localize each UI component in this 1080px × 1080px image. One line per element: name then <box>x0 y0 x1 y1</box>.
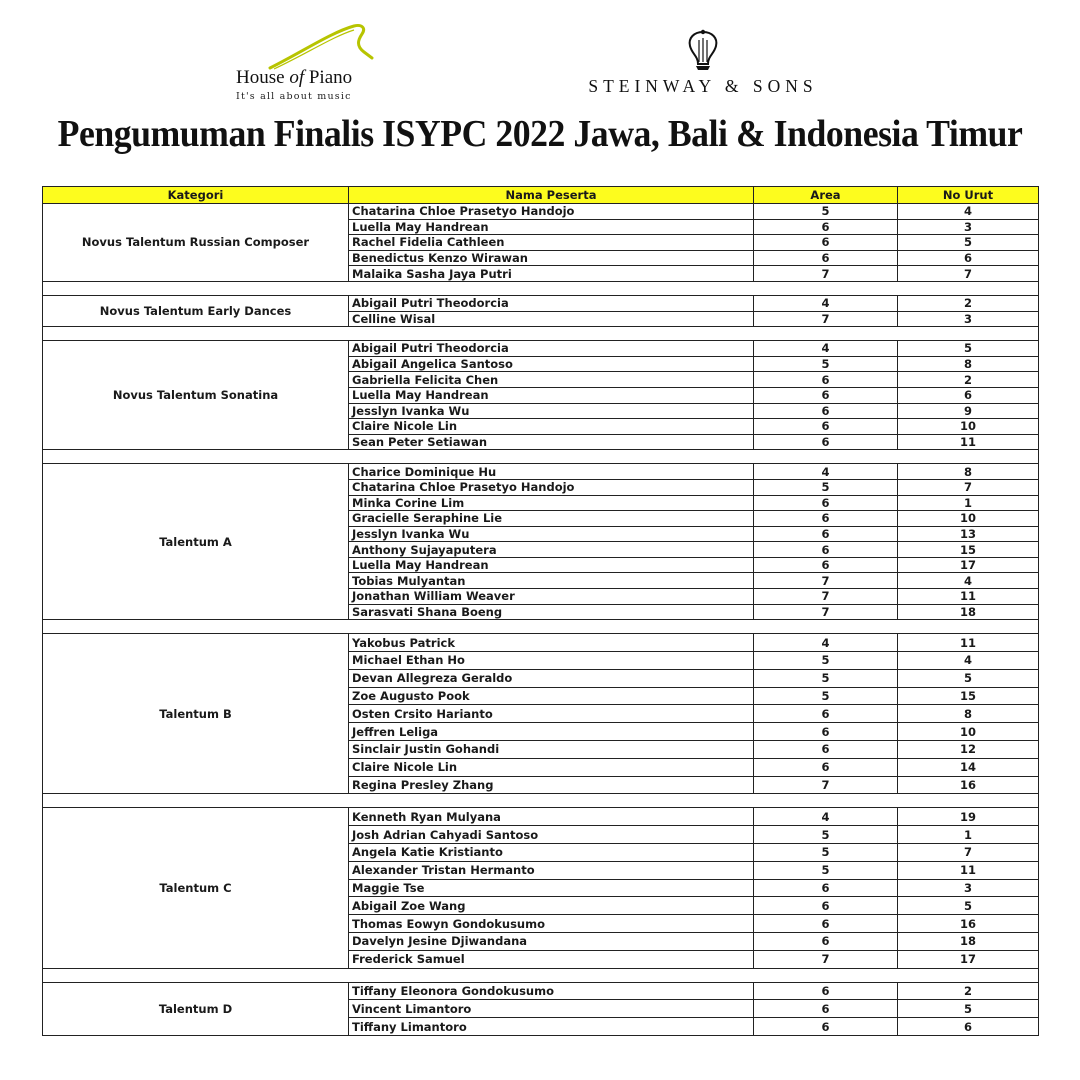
category-group <box>43 982 1039 1035</box>
category-cell: Talentum D <box>43 982 349 1035</box>
participant-name-cell: Jonathan William Weaver <box>349 589 754 605</box>
group-separator <box>43 968 1039 982</box>
no-urut-cell: 8 <box>898 464 1039 480</box>
participant-name-cell: Thomas Eowyn Gondokusumo <box>349 915 754 933</box>
participant-name-cell: Charice Dominique Hu <box>349 464 754 480</box>
participant-name-cell: Anthony Sujayaputera <box>349 542 754 558</box>
participant-name-cell: Michael Ethan Ho <box>349 652 754 670</box>
category-group <box>43 295 1039 326</box>
no-urut-cell: 16 <box>898 776 1039 794</box>
category-cell: Talentum C <box>43 808 349 968</box>
no-urut-cell: 3 <box>898 311 1039 327</box>
participant-name-cell: Chatarina Chloe Prasetyo Handojo <box>349 204 754 220</box>
spacer-cell <box>43 794 1039 808</box>
page-title: Pengumuman Finalis ISYPC 2022 Jawa, Bali & Indonesia Timur <box>57 113 1023 155</box>
participant-name-cell: Malaika Sasha Jaya Putri <box>349 266 754 282</box>
area-cell: 7 <box>754 573 898 589</box>
column-header-no-urut: No Urut <box>898 187 1039 204</box>
participant-name-cell: Yakobus Patrick <box>349 634 754 652</box>
participant-name-cell: Abigail Putri Theodorcia <box>349 295 754 311</box>
area-cell: 6 <box>754 419 898 435</box>
house-of-piano-tagline: It's all about music <box>236 91 352 102</box>
participant-name-cell: Tobias Mulyantan <box>349 573 754 589</box>
area-cell: 5 <box>754 687 898 705</box>
participant-name-cell: Zoe Augusto Pook <box>349 687 754 705</box>
area-cell: 4 <box>754 464 898 480</box>
area-cell: 6 <box>754 235 898 251</box>
participant-name-cell: Tiffany Eleonora Gondokusumo <box>349 982 754 1000</box>
no-urut-cell: 11 <box>898 589 1039 605</box>
category-group <box>43 204 1039 282</box>
area-cell: 6 <box>754 723 898 741</box>
participant-name-cell: Sinclair Justin Gohandi <box>349 741 754 759</box>
no-urut-cell: 3 <box>898 219 1039 235</box>
participant-name-cell: Vincent Limantoro <box>349 1000 754 1018</box>
area-cell: 6 <box>754 219 898 235</box>
no-urut-cell: 7 <box>898 844 1039 862</box>
no-urut-cell: 5 <box>898 341 1039 357</box>
area-cell: 6 <box>754 897 898 915</box>
table-row <box>43 204 1039 220</box>
no-urut-cell: 7 <box>898 266 1039 282</box>
area-cell: 6 <box>754 933 898 951</box>
participant-name-cell: Regina Presley Zhang <box>349 776 754 794</box>
area-cell: 5 <box>754 479 898 495</box>
participant-name-cell: Alexander Tristan Hermanto <box>349 861 754 879</box>
area-cell: 5 <box>754 669 898 687</box>
no-urut-cell: 6 <box>898 250 1039 266</box>
area-cell: 6 <box>754 705 898 723</box>
no-urut-cell: 4 <box>898 573 1039 589</box>
area-cell: 7 <box>754 776 898 794</box>
area-cell: 6 <box>754 372 898 388</box>
area-cell: 5 <box>754 652 898 670</box>
column-header-kategori: Kategori <box>43 187 349 204</box>
spacer-row <box>43 968 1039 982</box>
group-separator <box>43 327 1039 341</box>
no-urut-cell: 11 <box>898 861 1039 879</box>
no-urut-cell: 18 <box>898 933 1039 951</box>
spacer-row <box>43 450 1039 464</box>
category-cell: Novus Talentum Russian Composer <box>43 204 349 282</box>
finalist-table <box>42 186 1039 1036</box>
no-urut-cell: 8 <box>898 705 1039 723</box>
area-cell: 5 <box>754 356 898 372</box>
spacer-cell <box>43 968 1039 982</box>
lyre-emblem-icon <box>676 28 730 72</box>
no-urut-cell: 13 <box>898 526 1039 542</box>
spacer-row <box>43 794 1039 808</box>
area-cell: 6 <box>754 915 898 933</box>
area-cell: 6 <box>754 542 898 558</box>
no-urut-cell: 6 <box>898 1018 1039 1036</box>
no-urut-cell: 16 <box>898 915 1039 933</box>
no-urut-cell: 18 <box>898 604 1039 620</box>
area-cell: 6 <box>754 1000 898 1018</box>
table-row <box>43 982 1039 1000</box>
no-urut-cell: 1 <box>898 826 1039 844</box>
spacer-row <box>43 620 1039 634</box>
participant-name-cell: Luella May Handrean <box>349 219 754 235</box>
area-cell: 6 <box>754 1018 898 1036</box>
area-cell: 6 <box>754 526 898 542</box>
area-cell: 4 <box>754 295 898 311</box>
participant-name-cell: Luella May Handrean <box>349 557 754 573</box>
category-cell: Novus Talentum Sonatina <box>43 341 349 450</box>
no-urut-cell: 4 <box>898 204 1039 220</box>
no-urut-cell: 3 <box>898 879 1039 897</box>
area-cell: 7 <box>754 950 898 968</box>
group-separator <box>43 450 1039 464</box>
no-urut-cell: 15 <box>898 687 1039 705</box>
spacer-cell <box>43 327 1039 341</box>
area-cell: 7 <box>754 604 898 620</box>
spacer-cell <box>43 281 1039 295</box>
area-cell: 5 <box>754 861 898 879</box>
no-urut-cell: 11 <box>898 634 1039 652</box>
participant-name-cell: Kenneth Ryan Mulyana <box>349 808 754 826</box>
area-cell: 6 <box>754 434 898 450</box>
area-cell: 6 <box>754 387 898 403</box>
no-urut-cell: 7 <box>898 479 1039 495</box>
area-cell: 6 <box>754 879 898 897</box>
no-urut-cell: 5 <box>898 669 1039 687</box>
area-cell: 6 <box>754 403 898 419</box>
table-row <box>43 808 1039 826</box>
no-urut-cell: 5 <box>898 1000 1039 1018</box>
no-urut-cell: 5 <box>898 235 1039 251</box>
column-header-area: Area <box>754 187 898 204</box>
participant-name-cell: Frederick Samuel <box>349 950 754 968</box>
category-group <box>43 808 1039 968</box>
no-urut-cell: 11 <box>898 434 1039 450</box>
area-cell: 6 <box>754 250 898 266</box>
participant-name-cell: Jesslyn Ivanka Wu <box>349 526 754 542</box>
no-urut-cell: 5 <box>898 897 1039 915</box>
area-cell: 6 <box>754 741 898 759</box>
area-cell: 4 <box>754 808 898 826</box>
no-urut-cell: 6 <box>898 387 1039 403</box>
no-urut-cell: 12 <box>898 741 1039 759</box>
no-urut-cell: 10 <box>898 511 1039 527</box>
table-row <box>43 634 1039 652</box>
no-urut-cell: 8 <box>898 356 1039 372</box>
area-cell: 6 <box>754 495 898 511</box>
participant-name-cell: Davelyn Jesine Djiwandana <box>349 933 754 951</box>
area-cell: 7 <box>754 311 898 327</box>
piano-lid-swoosh-icon <box>262 22 382 72</box>
no-urut-cell: 2 <box>898 982 1039 1000</box>
participant-name-cell: Sarasvati Shana Boeng <box>349 604 754 620</box>
category-group <box>43 464 1039 620</box>
participant-name-cell: Angela Katie Kristianto <box>349 844 754 862</box>
participant-name-cell: Jeffren Leliga <box>349 723 754 741</box>
no-urut-cell: 9 <box>898 403 1039 419</box>
participant-name-cell: Luella May Handrean <box>349 387 754 403</box>
category-cell: Talentum A <box>43 464 349 620</box>
area-cell: 6 <box>754 758 898 776</box>
no-urut-cell: 1 <box>898 495 1039 511</box>
category-cell: Novus Talentum Early Dances <box>43 295 349 326</box>
participant-name-cell: Josh Adrian Cahyadi Santoso <box>349 826 754 844</box>
spacer-cell <box>43 620 1039 634</box>
no-urut-cell: 17 <box>898 950 1039 968</box>
participant-name-cell: Abigail Angelica Santoso <box>349 356 754 372</box>
no-urut-cell: 4 <box>898 652 1039 670</box>
area-cell: 4 <box>754 341 898 357</box>
table-header-row <box>43 187 1039 204</box>
area-cell: 4 <box>754 634 898 652</box>
participant-name-cell: Gabriella Felicita Chen <box>349 372 754 388</box>
area-cell: 6 <box>754 511 898 527</box>
category-group <box>43 341 1039 450</box>
spacer-cell <box>43 450 1039 464</box>
no-urut-cell: 14 <box>898 758 1039 776</box>
participant-name-cell: Tiffany Limantoro <box>349 1018 754 1036</box>
spacer-row <box>43 327 1039 341</box>
group-separator <box>43 620 1039 634</box>
group-separator <box>43 794 1039 808</box>
participant-name-cell: Osten Crsito Harianto <box>349 705 754 723</box>
no-urut-cell: 15 <box>898 542 1039 558</box>
participant-name-cell: Minka Corine Lim <box>349 495 754 511</box>
area-cell: 7 <box>754 589 898 605</box>
column-header-nama-peserta: Nama Peserta <box>349 187 754 204</box>
table-row <box>43 464 1039 480</box>
participant-name-cell: Jesslyn Ivanka Wu <box>349 403 754 419</box>
area-cell: 6 <box>754 982 898 1000</box>
participant-name-cell: Abigail Zoe Wang <box>349 897 754 915</box>
house-of-piano-logo <box>226 22 386 106</box>
no-urut-cell: 10 <box>898 723 1039 741</box>
steinway-name: STEINWAY & SONS <box>588 76 818 96</box>
no-urut-cell: 2 <box>898 372 1039 388</box>
steinway-logo <box>548 28 858 98</box>
participant-name-cell: Gracielle Seraphine Lie <box>349 511 754 527</box>
participant-name-cell: Benedictus Kenzo Wirawan <box>349 250 754 266</box>
participant-name-cell: Claire Nicole Lin <box>349 758 754 776</box>
no-urut-cell: 10 <box>898 419 1039 435</box>
no-urut-cell: 19 <box>898 808 1039 826</box>
participant-name-cell: Sean Peter Setiawan <box>349 434 754 450</box>
no-urut-cell: 17 <box>898 557 1039 573</box>
category-cell: Talentum B <box>43 634 349 794</box>
area-cell: 7 <box>754 266 898 282</box>
area-cell: 5 <box>754 204 898 220</box>
category-group <box>43 634 1039 794</box>
group-separator <box>43 281 1039 295</box>
table-row <box>43 341 1039 357</box>
area-cell: 5 <box>754 826 898 844</box>
area-cell: 6 <box>754 557 898 573</box>
participant-name-cell: Celline Wisal <box>349 311 754 327</box>
participant-name-cell: Rachel Fidelia Cathleen <box>349 235 754 251</box>
table-row <box>43 295 1039 311</box>
area-cell: 5 <box>754 844 898 862</box>
participant-name-cell: Devan Allegreza Geraldo <box>349 669 754 687</box>
no-urut-cell: 2 <box>898 295 1039 311</box>
participant-name-cell: Abigail Putri Theodorcia <box>349 341 754 357</box>
spacer-row <box>43 281 1039 295</box>
participant-name-cell: Chatarina Chloe Prasetyo Handojo <box>349 479 754 495</box>
participant-name-cell: Claire Nicole Lin <box>349 419 754 435</box>
participant-name-cell: Maggie Tse <box>349 879 754 897</box>
house-of-piano-name: House of Piano <box>236 67 353 88</box>
